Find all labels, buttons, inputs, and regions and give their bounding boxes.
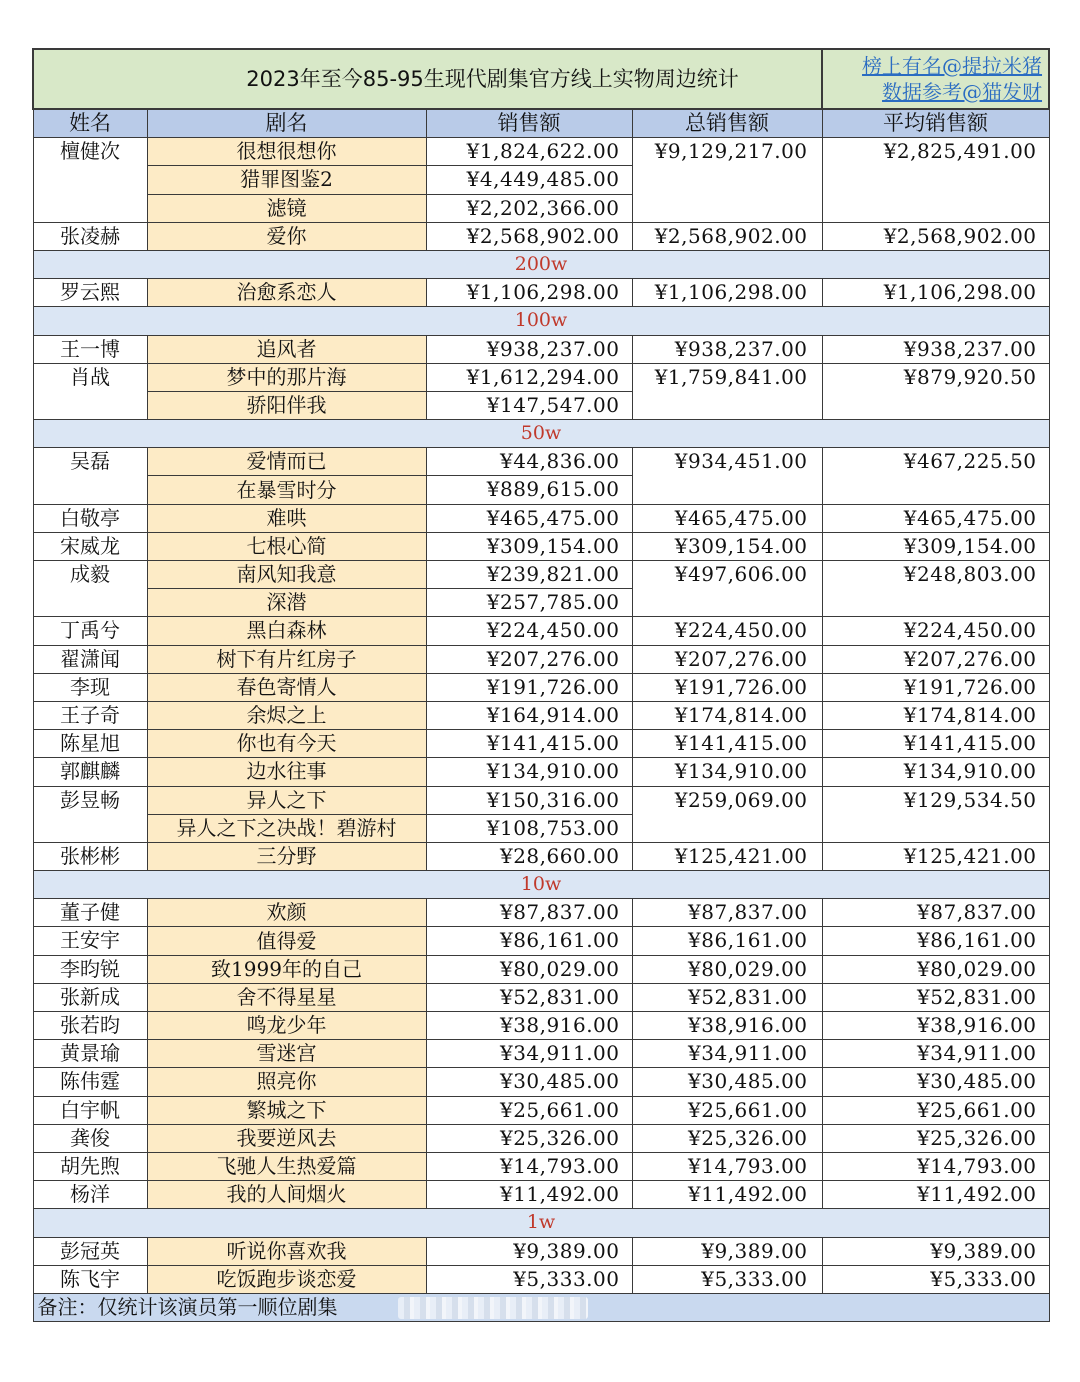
table-row <box>33 955 1049 983</box>
sales-amount: ¥38,916.00 <box>426 1012 632 1040</box>
title-row <box>33 49 1049 109</box>
table-row <box>33 532 1049 560</box>
actor-name: 翟潇闻 <box>33 645 147 673</box>
total-sales-amount: ¥80,029.00 <box>632 955 822 983</box>
total-sales-amount: ¥5,333.00 <box>632 1265 822 1293</box>
actor-name: 宋威龙 <box>33 532 147 560</box>
actor-name: 陈星旭 <box>33 730 147 758</box>
avg-sales-amount: ¥25,661.00 <box>822 1096 1049 1124</box>
table-row <box>33 983 1049 1011</box>
actor-name: 王子奇 <box>33 701 147 729</box>
total-sales-amount: ¥11,492.00 <box>632 1181 822 1209</box>
table-row <box>33 222 1049 250</box>
sales-amount: ¥224,450.00 <box>426 617 632 645</box>
note-cell <box>33 1293 1049 1321</box>
actor-name: 杨洋 <box>33 1181 147 1209</box>
avg-sales-amount: ¥1,106,298.00 <box>822 279 1049 307</box>
avg-sales-amount: ¥14,793.00 <box>822 1152 1049 1180</box>
total-sales-amount: ¥86,161.00 <box>632 927 822 955</box>
avg-sales-amount: ¥465,475.00 <box>822 504 1049 532</box>
total-sales-amount: ¥87,837.00 <box>632 899 822 927</box>
table-row <box>33 448 1049 476</box>
drama-title: 繁城之下 <box>147 1096 426 1124</box>
drama-title: 我要逆风去 <box>147 1124 426 1152</box>
table-row <box>33 617 1049 645</box>
actor-name: 罗云熙 <box>33 279 147 307</box>
total-sales-amount: ¥2,568,902.00 <box>632 222 822 250</box>
table-row <box>33 1012 1049 1040</box>
sales-table <box>32 48 1050 1322</box>
total-sales-amount: ¥207,276.00 <box>632 645 822 673</box>
table-title: 2023年至今85-95生现代剧集官方线上实物周边统计 <box>246 67 739 91</box>
sales-amount: ¥80,029.00 <box>426 955 632 983</box>
table-row <box>33 899 1049 927</box>
avg-sales-amount: ¥34,911.00 <box>822 1040 1049 1068</box>
total-sales-amount: ¥934,451.00 <box>632 448 822 504</box>
avg-sales-amount: ¥174,814.00 <box>822 701 1049 729</box>
avg-sales-amount: ¥25,326.00 <box>822 1124 1049 1152</box>
sales-amount: ¥9,389.00 <box>426 1237 632 1265</box>
table-row <box>33 1181 1049 1209</box>
actor-name: 陈飞宇 <box>33 1265 147 1293</box>
drama-title: 很想很想你 <box>147 138 426 166</box>
actor-name: 陈伟霆 <box>33 1068 147 1096</box>
total-sales-amount: ¥938,237.00 <box>632 335 822 363</box>
tier-label: 200w <box>33 250 1049 278</box>
sales-amount: ¥28,660.00 <box>426 842 632 870</box>
avg-sales-amount: ¥938,237.00 <box>822 335 1049 363</box>
actor-name: 胡先煦 <box>33 1152 147 1180</box>
total-sales-amount: ¥34,911.00 <box>632 1040 822 1068</box>
table-row <box>33 1040 1049 1068</box>
table-row <box>33 786 1049 814</box>
note-text: 备注：仅统计该演员第一顺位剧集 <box>37 1294 338 1319</box>
table-row <box>33 279 1049 307</box>
actor-name: 张彬彬 <box>33 842 147 870</box>
tier-label: 100w <box>33 307 1049 335</box>
actor-name: 丁禹兮 <box>33 617 147 645</box>
total-sales-amount: ¥174,814.00 <box>632 701 822 729</box>
drama-title: 七根心简 <box>147 532 426 560</box>
sales-amount: ¥44,836.00 <box>426 448 632 476</box>
sales-amount: ¥108,753.00 <box>426 814 632 842</box>
drama-title: 爱情而已 <box>147 448 426 476</box>
total-sales-amount: ¥497,606.00 <box>632 561 822 617</box>
avg-sales-amount: ¥30,485.00 <box>822 1068 1049 1096</box>
avg-sales-amount: ¥879,920.50 <box>822 363 1049 419</box>
avg-sales-amount: ¥2,825,491.00 <box>822 138 1049 223</box>
sales-amount: ¥257,785.00 <box>426 589 632 617</box>
table-row <box>33 701 1049 729</box>
avg-sales-amount: ¥125,421.00 <box>822 842 1049 870</box>
table-row <box>33 927 1049 955</box>
tier-label: 50w <box>33 420 1049 448</box>
table-row <box>33 561 1049 589</box>
avg-sales-amount: ¥5,333.00 <box>822 1265 1049 1293</box>
sales-amount: ¥1,106,298.00 <box>426 279 632 307</box>
sales-amount: ¥150,316.00 <box>426 786 632 814</box>
avg-sales-amount: ¥191,726.00 <box>822 673 1049 701</box>
table-row <box>33 1265 1049 1293</box>
header-row <box>33 109 1049 138</box>
table-row <box>33 1152 1049 1180</box>
header-sales: 销售额 <box>426 109 632 138</box>
drama-title: 舍不得星星 <box>147 983 426 1011</box>
table-row <box>33 730 1049 758</box>
actor-name: 董子健 <box>33 899 147 927</box>
note-row <box>33 1293 1049 1321</box>
sales-amount: ¥141,415.00 <box>426 730 632 758</box>
sales-amount: ¥134,910.00 <box>426 758 632 786</box>
total-sales-amount: ¥224,450.00 <box>632 617 822 645</box>
table-row <box>33 1068 1049 1096</box>
table-row <box>33 363 1049 391</box>
actor-name: 王安宇 <box>33 927 147 955</box>
avg-sales-amount: ¥207,276.00 <box>822 645 1049 673</box>
drama-title: 吃饭跑步谈恋爱 <box>147 1265 426 1293</box>
total-sales-amount: ¥30,485.00 <box>632 1068 822 1096</box>
sales-amount: ¥147,547.00 <box>426 391 632 419</box>
drama-title: 余烬之上 <box>147 701 426 729</box>
avg-sales-amount: ¥11,492.00 <box>822 1181 1049 1209</box>
tier-separator-row <box>33 307 1049 335</box>
sales-amount: ¥164,914.00 <box>426 701 632 729</box>
tier-label: 1w <box>33 1209 1049 1237</box>
actor-name: 彭昱畅 <box>33 786 147 842</box>
table-row <box>33 335 1049 363</box>
avg-sales-amount: ¥52,831.00 <box>822 983 1049 1011</box>
avg-sales-amount: ¥248,803.00 <box>822 561 1049 617</box>
drama-title: 难哄 <box>147 504 426 532</box>
actor-name: 王一博 <box>33 335 147 363</box>
sales-amount: ¥5,333.00 <box>426 1265 632 1293</box>
table-row <box>33 504 1049 532</box>
sales-amount: ¥25,326.00 <box>426 1124 632 1152</box>
actor-name: 吴磊 <box>33 448 147 504</box>
actor-name: 彭冠英 <box>33 1237 147 1265</box>
tier-separator-row <box>33 1209 1049 1237</box>
actor-name: 李现 <box>33 673 147 701</box>
header-drama: 剧名 <box>147 109 426 138</box>
drama-title: 异人之下之决战！碧游村 <box>147 814 426 842</box>
drama-title: 梦中的那片海 <box>147 363 426 391</box>
sales-amount: ¥191,726.00 <box>426 673 632 701</box>
drama-title: 树下有片红房子 <box>147 645 426 673</box>
sales-amount: ¥1,824,622.00 <box>426 138 632 166</box>
total-sales-amount: ¥1,106,298.00 <box>632 279 822 307</box>
sales-amount: ¥14,793.00 <box>426 1152 632 1180</box>
sales-amount: ¥207,276.00 <box>426 645 632 673</box>
sales-amount: ¥87,837.00 <box>426 899 632 927</box>
actor-name: 白宇帆 <box>33 1096 147 1124</box>
drama-title: 飞驰人生热爱篇 <box>147 1152 426 1180</box>
tier-separator-row <box>33 420 1049 448</box>
sales-amount: ¥938,237.00 <box>426 335 632 363</box>
avg-sales-amount: ¥38,916.00 <box>822 1012 1049 1040</box>
table-row <box>33 1124 1049 1152</box>
avg-sales-amount: ¥86,161.00 <box>822 927 1049 955</box>
avg-sales-amount: ¥467,225.50 <box>822 448 1049 504</box>
total-sales-amount: ¥141,415.00 <box>632 730 822 758</box>
sales-amount: ¥4,449,485.00 <box>426 166 632 194</box>
total-sales-amount: ¥9,129,217.00 <box>632 138 822 223</box>
drama-title: 滤镜 <box>147 194 426 222</box>
drama-title: 照亮你 <box>147 1068 426 1096</box>
actor-name: 郭麒麟 <box>33 758 147 786</box>
sales-amount: ¥34,911.00 <box>426 1040 632 1068</box>
sales-amount: ¥25,661.00 <box>426 1096 632 1124</box>
total-sales-amount: ¥25,326.00 <box>632 1124 822 1152</box>
drama-title: 春色寄情人 <box>147 673 426 701</box>
drama-title: 值得爱 <box>147 927 426 955</box>
sales-amount: ¥239,821.00 <box>426 561 632 589</box>
sales-table-body <box>33 49 1049 1322</box>
avg-sales-amount: ¥134,910.00 <box>822 758 1049 786</box>
avg-sales-amount: ¥224,450.00 <box>822 617 1049 645</box>
actor-name: 黄景瑜 <box>33 1040 147 1068</box>
credits-cell <box>822 49 1049 109</box>
actor-name: 檀健次 <box>33 138 147 223</box>
total-sales-amount: ¥52,831.00 <box>632 983 822 1011</box>
table-row <box>33 138 1049 166</box>
tier-separator-row <box>33 250 1049 278</box>
actor-name: 张凌赫 <box>33 222 147 250</box>
avg-sales-amount: ¥309,154.00 <box>822 532 1049 560</box>
sales-amount: ¥2,202,366.00 <box>426 194 632 222</box>
drama-title: 治愈系恋人 <box>147 279 426 307</box>
sales-amount: ¥30,485.00 <box>426 1068 632 1096</box>
total-sales-amount: ¥1,759,841.00 <box>632 363 822 419</box>
drama-title: 南风知我意 <box>147 561 426 589</box>
credit-link-2[interactable]: 数据参考@猫发财 <box>882 80 1043 104</box>
drama-title: 边水往事 <box>147 758 426 786</box>
drama-title: 雪迷宫 <box>147 1040 426 1068</box>
header-total-sales: 总销售额 <box>632 109 822 138</box>
drama-title: 黑白森林 <box>147 617 426 645</box>
table-row <box>33 673 1049 701</box>
sales-amount: ¥86,161.00 <box>426 927 632 955</box>
sales-amount: ¥889,615.00 <box>426 476 632 504</box>
sales-amount: ¥11,492.00 <box>426 1181 632 1209</box>
drama-title: 听说你喜欢我 <box>147 1237 426 1265</box>
sales-amount: ¥309,154.00 <box>426 532 632 560</box>
sales-amount: ¥2,568,902.00 <box>426 222 632 250</box>
avg-sales-amount: ¥9,389.00 <box>822 1237 1049 1265</box>
title-cell <box>33 49 822 109</box>
drama-title: 三分野 <box>147 842 426 870</box>
actor-name: 张若昀 <box>33 1012 147 1040</box>
actor-name: 李昀锐 <box>33 955 147 983</box>
drama-title: 致1999年的自己 <box>147 955 426 983</box>
table-row <box>33 1237 1049 1265</box>
actor-name: 白敬亭 <box>33 504 147 532</box>
total-sales-amount: ¥38,916.00 <box>632 1012 822 1040</box>
avg-sales-amount: ¥141,415.00 <box>822 730 1049 758</box>
total-sales-amount: ¥9,389.00 <box>632 1237 822 1265</box>
table-row <box>33 645 1049 673</box>
drama-title: 我的人间烟火 <box>147 1181 426 1209</box>
actor-name: 龚俊 <box>33 1124 147 1152</box>
drama-title: 深潜 <box>147 589 426 617</box>
blurred-watermark <box>398 1297 588 1319</box>
drama-title: 鸣龙少年 <box>147 1012 426 1040</box>
total-sales-amount: ¥134,910.00 <box>632 758 822 786</box>
actor-name: 成毅 <box>33 561 147 617</box>
total-sales-amount: ¥465,475.00 <box>632 504 822 532</box>
total-sales-amount: ¥125,421.00 <box>632 842 822 870</box>
total-sales-amount: ¥25,661.00 <box>632 1096 822 1124</box>
tier-separator-row <box>33 871 1049 899</box>
avg-sales-amount: ¥80,029.00 <box>822 955 1049 983</box>
drama-title: 追风者 <box>147 335 426 363</box>
drama-title: 猎罪图鉴2 <box>147 166 426 194</box>
drama-title: 你也有今天 <box>147 730 426 758</box>
avg-sales-amount: ¥87,837.00 <box>822 899 1049 927</box>
avg-sales-amount: ¥2,568,902.00 <box>822 222 1049 250</box>
actor-name: 张新成 <box>33 983 147 1011</box>
credit-link-1[interactable]: 榜上有名@提拉米猪 <box>862 54 1043 78</box>
drama-title: 骄阳伴我 <box>147 391 426 419</box>
sales-amount: ¥465,475.00 <box>426 504 632 532</box>
total-sales-amount: ¥191,726.00 <box>632 673 822 701</box>
tier-label: 10w <box>33 871 1049 899</box>
drama-title: 欢颜 <box>147 899 426 927</box>
drama-title: 在暴雪时分 <box>147 476 426 504</box>
avg-sales-amount: ¥129,534.50 <box>822 786 1049 842</box>
sales-amount: ¥1,612,294.00 <box>426 363 632 391</box>
sales-amount: ¥52,831.00 <box>426 983 632 1011</box>
total-sales-amount: ¥309,154.00 <box>632 532 822 560</box>
table-row <box>33 758 1049 786</box>
table-row <box>33 842 1049 870</box>
header-name: 姓名 <box>33 109 147 138</box>
drama-title: 爱你 <box>147 222 426 250</box>
actor-name: 肖战 <box>33 363 147 419</box>
header-avg-sales: 平均销售额 <box>822 109 1049 138</box>
drama-title: 异人之下 <box>147 786 426 814</box>
table-row <box>33 1096 1049 1124</box>
total-sales-amount: ¥14,793.00 <box>632 1152 822 1180</box>
total-sales-amount: ¥259,069.00 <box>632 786 822 842</box>
